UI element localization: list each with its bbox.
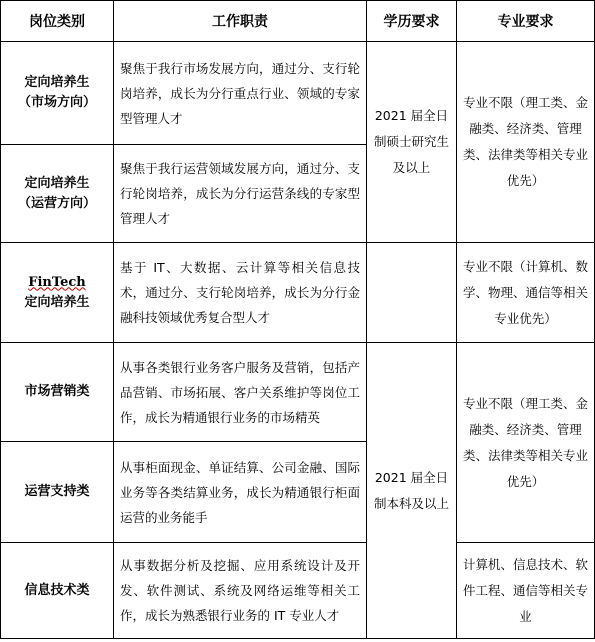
header-position-category: 岗位类别 <box>1 1 114 42</box>
category-cell <box>1 543 114 639</box>
duty-cell: 从事各类银行业务客户服务及营销，包括产品营销、市场拓展、客户关系维护等岗位工作，成长为精通银行业务的市场精英 <box>114 343 367 442</box>
category-label: 运营支持类 <box>24 484 90 499</box>
header-job-duties: 工作职责 <box>114 1 367 42</box>
header-education-requirement: 学历要求 <box>367 1 457 42</box>
category-sublabel: （市场方向） <box>17 95 96 110</box>
education-cell: 2021 届全日制硕士研究生及以上 <box>367 42 457 243</box>
major-cell: 计算机、信息技术、软件工程、通信等相关专业 <box>457 543 595 639</box>
duty-cell: 聚焦于我行运营领域发展方向，通过分、支行轮岗培养，成长为分行运营条线的专家型管理人才 <box>114 145 367 243</box>
category-label: 信息技术类 <box>24 582 90 598</box>
category-sublabel: 定向培养生 <box>24 294 90 310</box>
category-cell <box>1 442 114 543</box>
category-cell <box>1 343 114 442</box>
major-cell: 专业不限（理工类、金融类、经济类、管理类、法律类等相关专业优先） <box>457 42 595 243</box>
category-cell <box>1 42 114 145</box>
empty-cell <box>367 243 457 343</box>
major-cell: 专业不限（计算机、数学、物理、通信等相关专业优先） <box>457 243 595 343</box>
header-major-requirement: 专业要求 <box>457 1 595 42</box>
table-header-row <box>1 1 595 42</box>
education-cell: 2021 届全日制本科及以上 <box>367 343 457 639</box>
category-label: FinTech <box>28 274 86 290</box>
category-sublabel: （运营方向） <box>17 195 96 211</box>
category-label: 市场营销类 <box>24 384 90 399</box>
category-label: 定向培养生 <box>24 175 90 191</box>
category-cell <box>1 243 114 343</box>
duty-cell: 聚焦于我行市场发展方向，通过分、支行轮岗培养，成长为分行重点行业、领域的专家型管理人才 <box>114 42 367 145</box>
table-row <box>1 543 595 639</box>
major-cell: 专业不限（理工类、金融类、经济类、管理类、法律类等相关专业优先） <box>457 343 595 543</box>
category-cell <box>1 145 114 243</box>
category-label: 定向培养生 <box>24 75 90 90</box>
duty-cell: 从事数据分析及挖掘、应用系统设计及开发、软件测试、系统及网络运维等相关工作，成长为熟悉银行业务的 IT 专业人才 <box>114 543 367 639</box>
duty-cell: 从事柜面现金、单证结算、公司金融、国际业务等各类结算业务，成长为精通银行柜面运营的业务能手 <box>114 442 367 543</box>
table-row <box>1 243 595 343</box>
table-row <box>1 343 595 442</box>
duty-cell: 基于 IT、大数据、云计算等相关信息技术，通过分、支行轮岗培养，成长为分行金融科技领域优秀复合型人才 <box>114 243 367 343</box>
table-row <box>1 42 595 145</box>
